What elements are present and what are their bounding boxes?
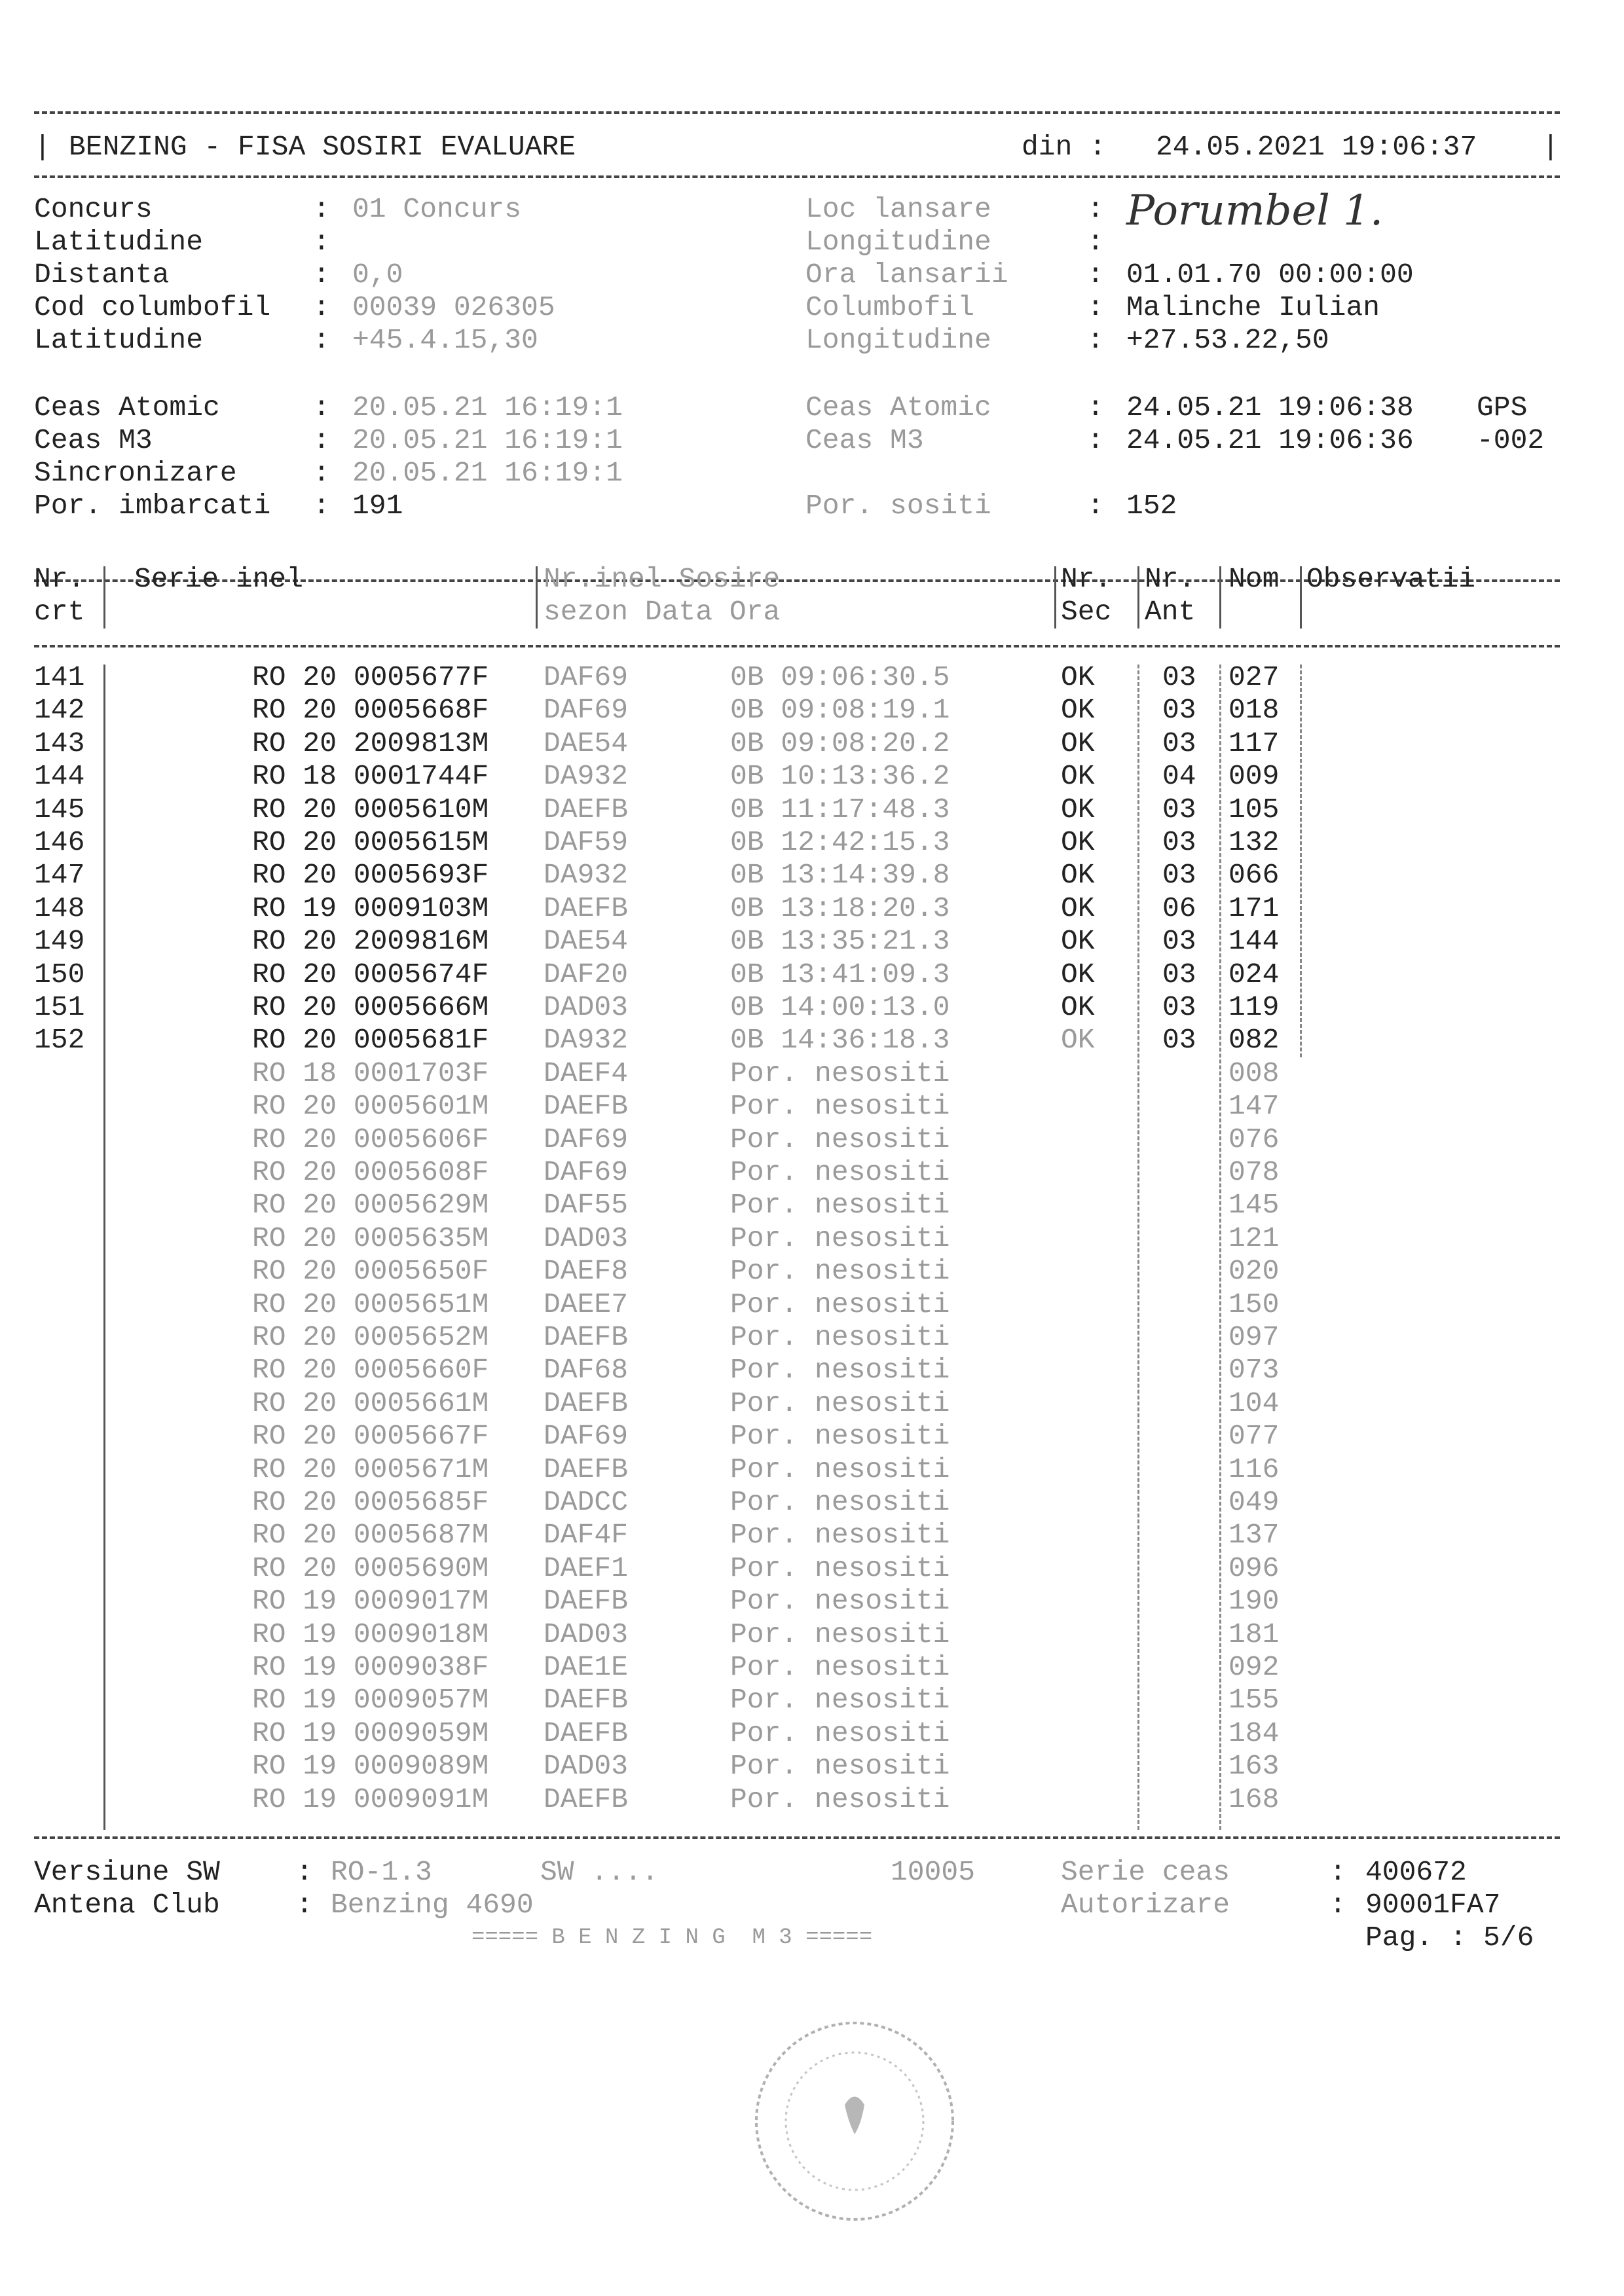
versiune-label: Versiune SW xyxy=(34,1856,220,1888)
clock-left-colon: : xyxy=(313,392,330,424)
clock-left-label: Sincronizare xyxy=(34,457,237,489)
row-sec: OK xyxy=(1061,760,1095,793)
info-left-label: Concurs xyxy=(34,193,153,225)
row-nom: 190 xyxy=(1228,1585,1280,1618)
info-left-value: 01 Concurs xyxy=(352,193,522,225)
col-obs-header: Observatii xyxy=(1306,563,1476,595)
row-sosire: Por. nesositi xyxy=(730,1321,950,1353)
info-left-label: Cod columbofil xyxy=(34,291,271,323)
row-nrinel: DAF69 xyxy=(544,1420,629,1453)
page-value: 5/6 xyxy=(1483,1922,1534,1954)
clock-right-value: 152 xyxy=(1126,490,1177,522)
row-nrinel: DAEF4 xyxy=(544,1057,629,1089)
row-nrinel: DAD03 xyxy=(544,1222,629,1254)
row-nr: 141 xyxy=(34,661,85,693)
autorizare-label: Autorizare xyxy=(1061,1889,1230,1921)
header-left-bar: | xyxy=(34,131,51,163)
col-serie-header: Serie inel xyxy=(134,563,304,595)
row-nom: 171 xyxy=(1228,892,1280,924)
row-ant: 06 xyxy=(1162,892,1196,924)
row-serie: RO 20 0005674F xyxy=(252,958,489,991)
row-nr: 148 xyxy=(34,892,85,924)
row-nr: 144 xyxy=(34,760,85,793)
row-sosire: 0B 14:36:18.3 xyxy=(730,1024,950,1057)
row-sosire: 0B 09:06:30.5 xyxy=(730,661,950,693)
row-serie: RO 20 0005693F xyxy=(252,859,489,892)
row-nrinel: DAE54 xyxy=(544,727,629,759)
row-ant: 03 xyxy=(1162,727,1196,759)
header-right-bar: | xyxy=(1542,131,1559,163)
row-serie: RO 19 0009091M xyxy=(252,1783,489,1815)
clock-left-label: Ceas M3 xyxy=(34,424,153,456)
row-serie: RO 20 2009816M xyxy=(252,925,489,958)
row-ant: 03 xyxy=(1162,958,1196,991)
row-serie: RO 19 0009018M xyxy=(252,1618,489,1650)
row-serie: RO 20 0005667F xyxy=(252,1420,489,1453)
row-nom: 009 xyxy=(1228,760,1280,793)
row-nrinel: DAEE7 xyxy=(544,1288,629,1321)
row-sosire: 0B 13:41:09.3 xyxy=(730,958,950,991)
info-left-colon: : xyxy=(313,193,330,225)
row-nrinel: DA932 xyxy=(544,760,629,793)
row-serie: RO 20 0005650F xyxy=(252,1255,489,1288)
row-nom: 096 xyxy=(1228,1552,1280,1584)
row-nom: 184 xyxy=(1228,1717,1280,1749)
row-ant: 03 xyxy=(1162,826,1196,858)
table-header-separator xyxy=(34,645,1560,647)
info-right-colon: : xyxy=(1087,226,1104,258)
row-sosire: Por. nesositi xyxy=(730,1156,950,1188)
row-ant: 03 xyxy=(1162,694,1196,727)
row-ant: 03 xyxy=(1162,793,1196,826)
col-sec-header-1: Nr. xyxy=(1061,563,1112,595)
benzing-bottom-line: ===== B E N Z I N G M 3 ===== xyxy=(471,1925,873,1950)
clock-left-label: Ceas Atomic xyxy=(34,392,220,424)
info-right-value: Malinche Iulian xyxy=(1126,291,1380,323)
row-sosire: Por. nesositi xyxy=(730,1453,950,1485)
row-sec: OK xyxy=(1061,991,1095,1023)
row-nrinel: DAEFB xyxy=(544,1717,629,1749)
clock-right-value: 24.05.21 19:06:38 xyxy=(1126,392,1414,424)
row-nrinel: DAF69 xyxy=(544,1156,629,1188)
row-nom: 181 xyxy=(1228,1618,1280,1650)
clock-right-colon: : xyxy=(1087,490,1104,522)
info-right-value: +27.53.22,50 xyxy=(1126,324,1329,356)
clock-left-colon: : xyxy=(313,424,330,456)
row-nom: 008 xyxy=(1228,1057,1280,1089)
footer-separator xyxy=(34,1836,1560,1839)
info-right-colon: : xyxy=(1087,193,1104,225)
info-left-label: Latitudine xyxy=(34,324,204,356)
row-sosire: Por. nesositi xyxy=(730,1057,950,1089)
row-sosire: Por. nesositi xyxy=(730,1684,950,1717)
row-ant: 04 xyxy=(1162,760,1196,793)
clock-left-colon: : xyxy=(313,490,330,522)
row-sosire: 0B 13:35:21.3 xyxy=(730,925,950,958)
versiune-num: 10005 xyxy=(891,1856,976,1888)
row-nom: 066 xyxy=(1228,859,1280,892)
row-sec: OK xyxy=(1061,925,1095,958)
row-serie: RO 19 0009057M xyxy=(252,1684,489,1717)
row-nrinel: DAEF8 xyxy=(544,1255,629,1288)
row-sosire: 0B 12:42:15.3 xyxy=(730,826,950,858)
clock-right-colon: : xyxy=(1087,392,1104,424)
row-nrinel: DAE54 xyxy=(544,925,629,958)
info-left-colon: : xyxy=(313,291,330,323)
row-serie: RO 20 0005681F xyxy=(252,1024,489,1057)
body-bar-1 xyxy=(103,665,105,1830)
col-nom-header: Nom xyxy=(1228,563,1280,595)
col-sec-header-2: Sec xyxy=(1061,596,1112,628)
row-nrinel: DAF20 xyxy=(544,958,629,991)
row-sosire: Por. nesositi xyxy=(730,1552,950,1584)
info-left-value: 00039 026305 xyxy=(352,291,555,323)
top-separator xyxy=(34,111,1560,114)
header-separator xyxy=(34,175,1560,178)
row-nom: 121 xyxy=(1228,1222,1280,1254)
row-nom: 132 xyxy=(1228,826,1280,858)
row-nom: 020 xyxy=(1228,1255,1280,1288)
row-serie: RO 19 0009059M xyxy=(252,1717,489,1749)
row-ant: 03 xyxy=(1162,925,1196,958)
row-sosire: 0B 13:18:20.3 xyxy=(730,892,950,924)
row-serie: RO 20 0005652M xyxy=(252,1321,489,1353)
info-left-label: Latitudine xyxy=(34,226,204,258)
row-nr: 147 xyxy=(34,859,85,892)
info-right-value: Porumbel 1. xyxy=(1126,187,1384,235)
row-nrinel: DA932 xyxy=(544,859,629,892)
row-serie: RO 20 0005629M xyxy=(252,1189,489,1222)
header-datetime: 24.05.2021 19:06:37 xyxy=(1156,131,1477,163)
info-right-label: Ora lansarii xyxy=(805,259,1008,291)
row-nrinel: DAEFB xyxy=(544,1321,629,1353)
row-nom: 076 xyxy=(1228,1123,1280,1156)
row-nom: 147 xyxy=(1228,1090,1280,1123)
row-ant: 03 xyxy=(1162,991,1196,1023)
col-nr-header-1: Nr. xyxy=(34,563,85,595)
row-serie: RO 20 0005651M xyxy=(252,1288,489,1321)
page-title: BENZING - FISA SOSIRI EVALUARE xyxy=(69,131,576,163)
row-nom: 027 xyxy=(1228,661,1280,693)
row-nom: 119 xyxy=(1228,991,1280,1023)
info-right-colon: : xyxy=(1087,291,1104,323)
autorizare-colon: : xyxy=(1329,1889,1346,1921)
info-right-colon: : xyxy=(1087,259,1104,291)
hdr-bar-1 xyxy=(103,566,105,629)
col-nr-header-2: crt xyxy=(34,596,85,628)
row-sosire: Por. nesositi xyxy=(730,1288,950,1321)
row-nom: 163 xyxy=(1228,1750,1280,1783)
row-nrinel: DAE1E xyxy=(544,1651,629,1683)
row-serie: RO 20 0005610M xyxy=(252,793,489,826)
row-nr: 149 xyxy=(34,925,85,958)
row-nom: 117 xyxy=(1228,727,1280,759)
row-serie: RO 19 0009103M xyxy=(252,892,489,924)
col-ant-header-1: Nr. xyxy=(1145,563,1196,595)
row-serie: RO 20 0005608F xyxy=(252,1156,489,1188)
info-right-label: Loc lansare xyxy=(805,193,991,225)
club-stamp xyxy=(747,2013,963,2229)
row-sosire: Por. nesositi xyxy=(730,1618,950,1650)
row-serie: RO 20 0005690M xyxy=(252,1552,489,1584)
row-serie: RO 20 2009813M xyxy=(252,727,489,759)
autorizare-value: 90001FA7 xyxy=(1365,1889,1501,1921)
row-nom: 082 xyxy=(1228,1024,1280,1057)
row-nom: 097 xyxy=(1228,1321,1280,1353)
row-serie: RO 20 0005685F xyxy=(252,1486,489,1518)
info-left-colon: : xyxy=(313,324,330,356)
versiune-extra: SW .... xyxy=(540,1856,659,1888)
row-nr: 151 xyxy=(34,991,85,1023)
clock-right-label: Por. sositi xyxy=(805,490,991,522)
row-nom: 116 xyxy=(1228,1453,1280,1485)
info-left-value: +45.4.15,30 xyxy=(352,324,538,356)
row-sec: OK xyxy=(1061,826,1095,858)
row-ant: 03 xyxy=(1162,1024,1196,1057)
row-sec: OK xyxy=(1061,1024,1095,1057)
row-serie: RO 20 0005661M xyxy=(252,1387,489,1419)
row-nrinel: DAF55 xyxy=(544,1189,629,1222)
clock-left-colon: : xyxy=(313,457,330,489)
row-nom: 104 xyxy=(1228,1387,1280,1419)
row-serie: RO 20 0005635M xyxy=(252,1222,489,1254)
serie-ceas-label: Serie ceas xyxy=(1061,1856,1230,1888)
row-nrinel: DAD03 xyxy=(544,1618,629,1650)
clock-right-suffix: -002 xyxy=(1477,424,1545,456)
row-sosire: Por. nesositi xyxy=(730,1090,950,1123)
row-sosire: Por. nesositi xyxy=(730,1255,950,1288)
row-sosire: Por. nesositi xyxy=(730,1486,950,1518)
hdr-bar-5 xyxy=(1219,566,1221,629)
row-nrinel: DAF59 xyxy=(544,826,629,858)
row-sosire: Por. nesositi xyxy=(730,1123,950,1156)
row-nrinel: DADCC xyxy=(544,1486,629,1518)
row-nr: 152 xyxy=(34,1024,85,1057)
row-serie: RO 20 0005677F xyxy=(252,661,489,693)
antena-colon: : xyxy=(296,1889,313,1921)
row-nom: 155 xyxy=(1228,1684,1280,1717)
row-nr: 150 xyxy=(34,958,85,991)
row-serie: RO 19 0009017M xyxy=(252,1585,489,1618)
row-nr: 143 xyxy=(34,727,85,759)
row-sosire: Por. nesositi xyxy=(730,1222,950,1254)
col-nrinel-header-2: sezon Data Ora xyxy=(544,596,781,628)
row-sosire: 0B 11:17:48.3 xyxy=(730,793,950,826)
info-right-value: 01.01.70 00:00:00 xyxy=(1126,259,1414,291)
row-nrinel: DAD03 xyxy=(544,1750,629,1783)
hdr-bar-3 xyxy=(1054,566,1056,629)
info-right-label: Longitudine xyxy=(805,324,991,356)
row-sec: OK xyxy=(1061,892,1095,924)
row-nr: 146 xyxy=(34,826,85,858)
row-sosire: 0B 14:00:13.0 xyxy=(730,991,950,1023)
serie-ceas-value: 400672 xyxy=(1365,1856,1467,1888)
row-sosire: Por. nesositi xyxy=(730,1651,950,1683)
row-nr: 145 xyxy=(34,793,85,826)
row-sec: OK xyxy=(1061,859,1095,892)
row-serie: RO 18 0001744F xyxy=(252,760,489,793)
row-sec: OK xyxy=(1061,958,1095,991)
hdr-bar-6 xyxy=(1300,566,1302,629)
header-date-prefix: din : xyxy=(1022,131,1107,163)
row-sosire: Por. nesositi xyxy=(730,1354,950,1387)
row-serie: RO 19 0009038F xyxy=(252,1651,489,1683)
row-sec: OK xyxy=(1061,694,1095,727)
row-nrinel: DAEFB xyxy=(544,1387,629,1419)
col-nrinel-header-1: Nr.inel Sosire xyxy=(544,563,781,595)
clock-right-colon: : xyxy=(1087,424,1104,456)
row-nrinel: DAEFB xyxy=(544,1090,629,1123)
clock-left-value: 191 xyxy=(352,490,403,522)
page-label: Pag. : xyxy=(1365,1922,1467,1954)
info-right-label: Columbofil xyxy=(805,291,975,323)
row-nrinel: DAF69 xyxy=(544,694,629,727)
clock-right-value: 24.05.21 19:06:36 xyxy=(1126,424,1414,456)
body-bar-3 xyxy=(1137,665,1139,1830)
row-sosire: 0B 09:08:19.1 xyxy=(730,694,950,727)
body-bar-5 xyxy=(1219,665,1221,1830)
info-right-label: Longitudine xyxy=(805,226,991,258)
row-nrinel: DAF69 xyxy=(544,1123,629,1156)
row-nom: 077 xyxy=(1228,1420,1280,1453)
row-sosire: Por. nesositi xyxy=(730,1783,950,1815)
row-sosire: 0B 09:08:20.2 xyxy=(730,727,950,759)
clock-left-label: Por. imbarcati xyxy=(34,490,271,522)
row-serie: RO 20 0005687M xyxy=(252,1519,489,1552)
versiune-colon: : xyxy=(296,1856,313,1888)
info-left-value: 0,0 xyxy=(352,259,403,291)
row-sec: OK xyxy=(1061,793,1095,826)
row-nrinel: DAF68 xyxy=(544,1354,629,1387)
row-nom: 018 xyxy=(1228,694,1280,727)
row-ant: 03 xyxy=(1162,859,1196,892)
row-ant: 03 xyxy=(1162,661,1196,693)
row-nrinel: DAF4F xyxy=(544,1519,629,1552)
row-nrinel: DAEFB xyxy=(544,892,629,924)
row-serie: RO 20 0005601M xyxy=(252,1090,489,1123)
row-serie: RO 20 0005606F xyxy=(252,1123,489,1156)
body-bar-6 xyxy=(1300,665,1302,1057)
row-sosire: Por. nesositi xyxy=(730,1750,950,1783)
clock-right-label: Ceas M3 xyxy=(805,424,924,456)
clock-right-suffix: GPS xyxy=(1477,392,1528,424)
row-nom: 137 xyxy=(1228,1519,1280,1552)
row-serie: RO 20 0005660F xyxy=(252,1354,489,1387)
row-sosire: Por. nesositi xyxy=(730,1387,950,1419)
serie-ceas-colon: : xyxy=(1329,1856,1346,1888)
row-sec: OK xyxy=(1061,661,1095,693)
row-nrinel: DA932 xyxy=(544,1024,629,1057)
versiune-value: RO-1.3 xyxy=(331,1856,432,1888)
row-nrinel: DAEFB xyxy=(544,1783,629,1815)
hdr-bar-4 xyxy=(1137,566,1139,629)
row-nr: 142 xyxy=(34,694,85,727)
row-sosire: Por. nesositi xyxy=(730,1420,950,1453)
row-nom: 150 xyxy=(1228,1288,1280,1321)
row-serie: RO 19 0009089M xyxy=(252,1750,489,1783)
row-serie: RO 20 0005671M xyxy=(252,1453,489,1485)
row-sosire: Por. nesositi xyxy=(730,1519,950,1552)
info-right-colon: : xyxy=(1087,324,1104,356)
row-nrinel: DAD03 xyxy=(544,991,629,1023)
antena-label: Antena Club xyxy=(34,1889,220,1921)
row-sosire: Por. nesositi xyxy=(730,1189,950,1222)
row-nom: 024 xyxy=(1228,958,1280,991)
row-serie: RO 20 0005666M xyxy=(252,991,489,1023)
row-nom: 144 xyxy=(1228,925,1280,958)
row-nom: 145 xyxy=(1228,1189,1280,1222)
row-nrinel: DAEF1 xyxy=(544,1552,629,1584)
row-nom: 073 xyxy=(1228,1354,1280,1387)
row-nrinel: DAEFB xyxy=(544,1585,629,1618)
info-left-colon: : xyxy=(313,226,330,258)
row-sosire: 0B 10:13:36.2 xyxy=(730,760,950,793)
row-sec: OK xyxy=(1061,727,1095,759)
clock-right-label: Ceas Atomic xyxy=(805,392,991,424)
row-nrinel: DAF69 xyxy=(544,661,629,693)
info-left-colon: : xyxy=(313,259,330,291)
row-nom: 092 xyxy=(1228,1651,1280,1683)
row-nrinel: DAEFB xyxy=(544,793,629,826)
hdr-bar-2 xyxy=(536,566,538,629)
row-serie: RO 20 0005668F xyxy=(252,694,489,727)
antena-value: Benzing 4690 xyxy=(331,1889,534,1921)
row-nom: 078 xyxy=(1228,1156,1280,1188)
row-sosire: Por. nesositi xyxy=(730,1717,950,1749)
row-serie: RO 18 0001703F xyxy=(252,1057,489,1089)
row-serie: RO 20 0005615M xyxy=(252,826,489,858)
row-nom: 168 xyxy=(1228,1783,1280,1815)
clock-left-value: 20.05.21 16:19:1 xyxy=(352,457,623,489)
clock-left-value: 20.05.21 16:19:1 xyxy=(352,392,623,424)
row-sosire: 0B 13:14:39.8 xyxy=(730,859,950,892)
row-nom: 049 xyxy=(1228,1486,1280,1518)
row-nrinel: DAEFB xyxy=(544,1684,629,1717)
col-ant-header-2: Ant xyxy=(1145,596,1196,628)
clock-left-value: 20.05.21 16:19:1 xyxy=(352,424,623,456)
row-nrinel: DAEFB xyxy=(544,1453,629,1485)
row-nom: 105 xyxy=(1228,793,1280,826)
row-sosire: Por. nesositi xyxy=(730,1585,950,1618)
info-left-label: Distanta xyxy=(34,259,170,291)
